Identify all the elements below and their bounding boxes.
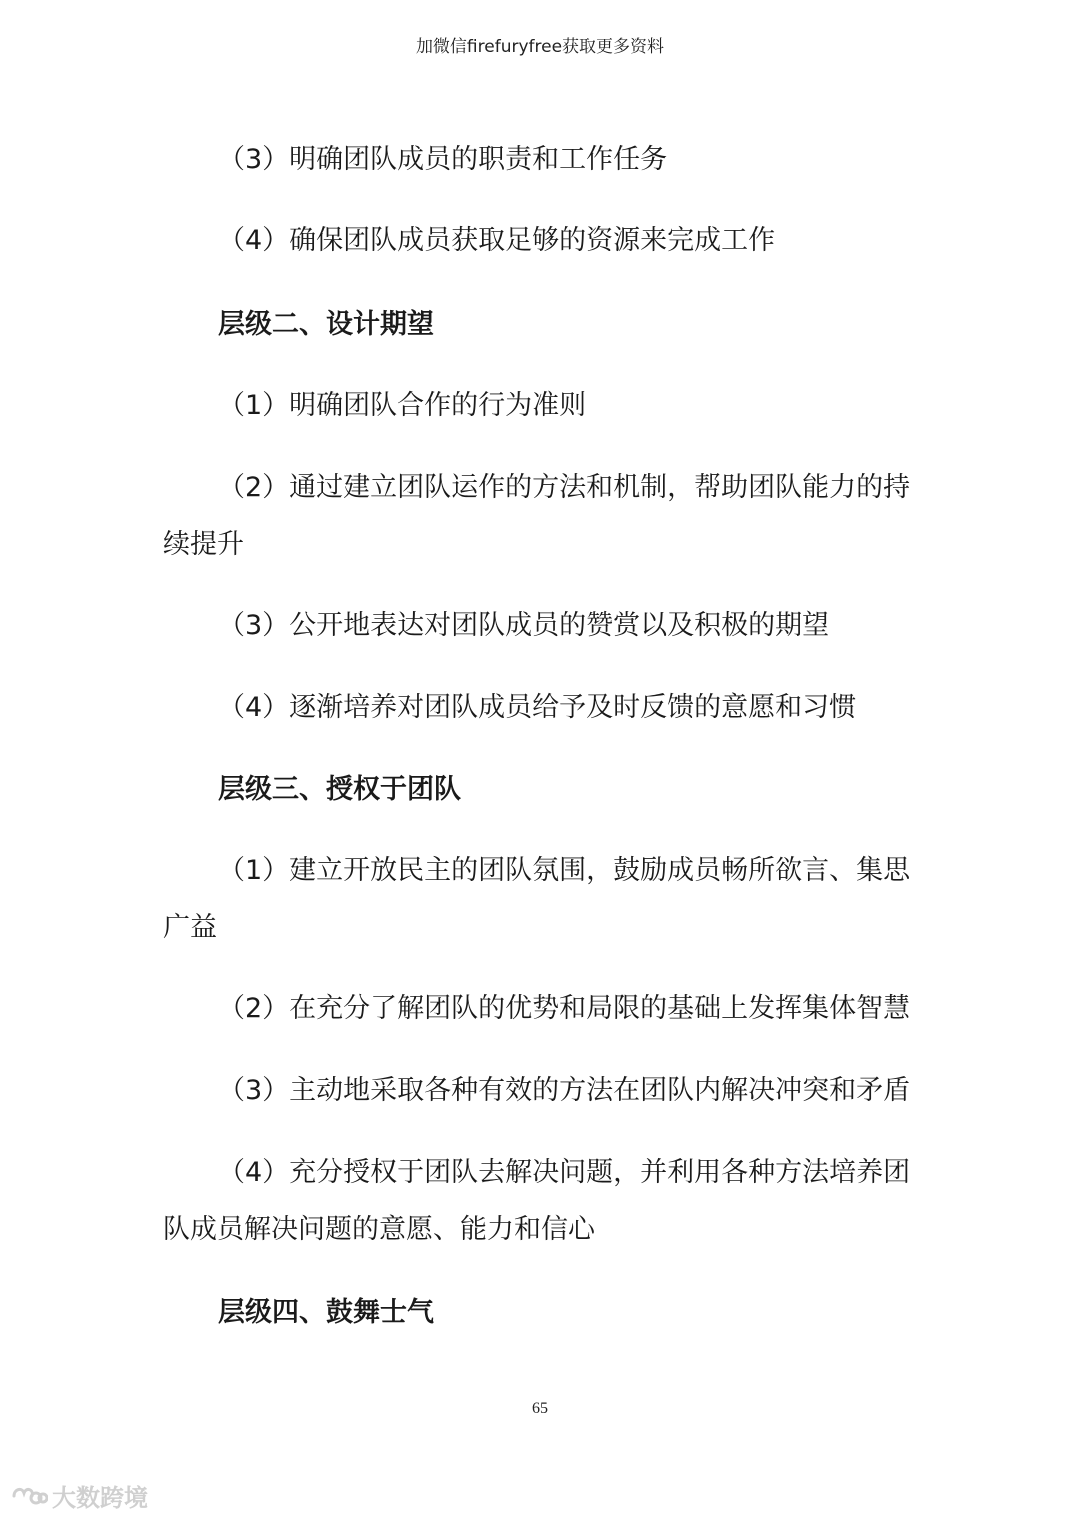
list-item-continuation: 队成员解决问题的意愿、能力和信心 — [163, 1214, 595, 1245]
list-item: （3）公开地表达对团队成员的赞赏以及积极的期望 — [218, 610, 830, 641]
section-heading: 层级四、鼓舞士气 — [218, 1297, 434, 1328]
list-item: （3）明确团队成员的职责和工作任务 — [218, 144, 668, 175]
list-item: （4）逐渐培养对团队成员给予及时反馈的意愿和习惯 — [218, 692, 857, 723]
section-heading: 层级二、设计期望 — [218, 309, 434, 340]
list-item-continuation: 续提升 — [163, 529, 244, 560]
list-item: （2）通过建立团队运作的方法和机制，帮助团队能力的持 — [218, 472, 911, 503]
section-heading: 层级三、授权于团队 — [218, 774, 461, 805]
list-item: （1）建立开放民主的团队氛围，鼓励成员畅所欲言、集思 — [218, 855, 911, 886]
list-item-continuation: 广益 — [163, 912, 217, 943]
list-item: （3）主动地采取各种有效的方法在团队内解决冲突和矛盾 — [218, 1075, 911, 1106]
list-item: （4）充分授权于团队去解决问题，并利用各种方法培养团 — [218, 1157, 911, 1188]
page-number: 65 — [532, 1400, 548, 1417]
list-item: （1）明确团队合作的行为准则 — [218, 390, 587, 421]
list-item: （4）确保团队成员获取足够的资源来完成工作 — [218, 225, 776, 256]
logo-icon — [10, 1483, 48, 1509]
watermark — [10, 1478, 148, 1513]
list-item: （2）在充分了解团队的优势和局限的基础上发挥集体智慧 — [218, 993, 911, 1024]
page-header: 加微信firefuryfree获取更多资料 — [415, 37, 665, 57]
watermark-text: 大数跨境 — [52, 1484, 148, 1512]
